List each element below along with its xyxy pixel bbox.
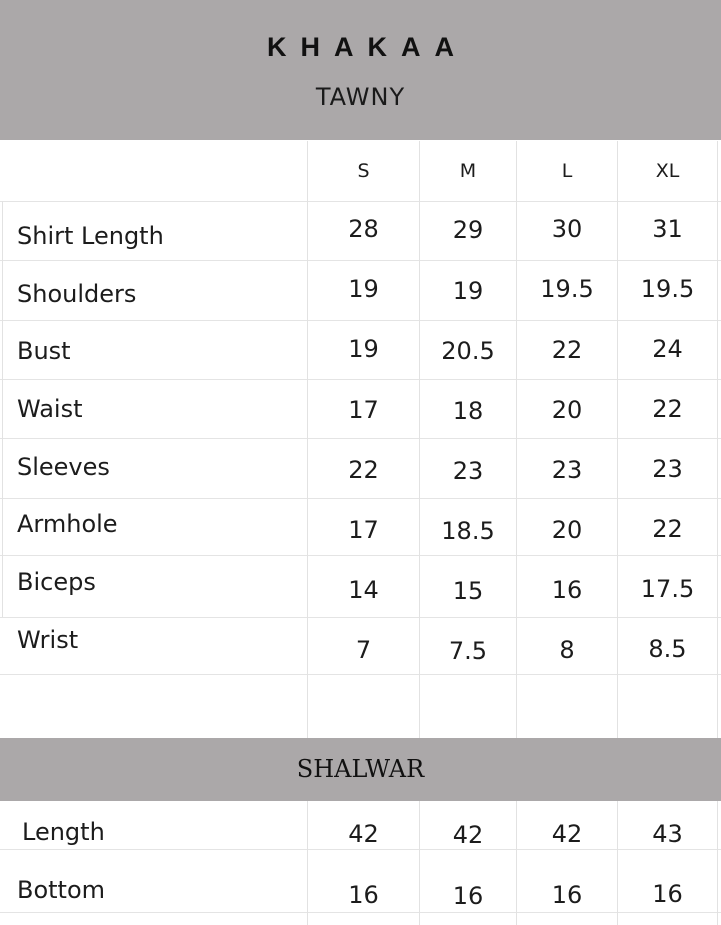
table-cell: 16 (348, 881, 379, 909)
row-divider (0, 438, 721, 439)
table-cell: 7.5 (448, 637, 488, 665)
table-cell: 28 (348, 215, 379, 243)
table-cell: 42 (452, 821, 484, 849)
table-cell: 24 (652, 335, 683, 363)
row-label-biceps: Biceps (17, 568, 96, 596)
table-cell: 23 (452, 457, 484, 485)
table-cell: 16 (652, 880, 683, 908)
table-cell: 14 (348, 576, 379, 604)
product-name: TAWNY (315, 83, 406, 111)
table-cell: 23 (551, 456, 583, 484)
row-label-shoulders: Shoulders (17, 280, 137, 308)
column-divider (2, 201, 3, 617)
row-divider (0, 674, 721, 675)
row-label-waist: Waist (17, 395, 83, 423)
table-cell: 19 (348, 275, 379, 303)
row-divider (0, 320, 721, 321)
table-cell: 22 (348, 456, 379, 484)
column-divider (717, 141, 718, 738)
table-cell: 7 (355, 636, 372, 664)
column-divider (717, 801, 718, 925)
table-cell: 17.5 (640, 575, 695, 603)
table-cell: 19 (348, 335, 379, 363)
row-divider (0, 260, 721, 261)
column-header-s: S (357, 160, 370, 182)
table-cell: 31 (652, 215, 683, 243)
table-cell: 19 (452, 277, 484, 305)
row-divider (0, 498, 721, 499)
table-cell: 42 (348, 820, 379, 848)
table-cell: 20 (551, 516, 583, 544)
row-divider (0, 555, 721, 556)
row-label-sleeves: Sleeves (17, 453, 110, 481)
row-label-bottom: Bottom (17, 876, 106, 904)
table-cell: 18 (452, 397, 484, 425)
table-cell: 8 (559, 636, 575, 664)
row-label-armhole: Armhole (17, 510, 118, 538)
table-cell: 29 (452, 216, 484, 244)
table-cell: 16 (452, 882, 484, 910)
row-label-length: Length (22, 818, 105, 846)
row-label-shirt-length: Shirt Length (17, 222, 164, 250)
row-divider (0, 201, 721, 202)
table-cell: 16 (551, 881, 583, 909)
table-cell: 20 (551, 396, 583, 424)
column-header-l: L (561, 160, 573, 182)
row-divider (0, 379, 721, 380)
table-cell: 8.5 (648, 635, 687, 663)
table-cell: 43 (652, 820, 683, 848)
table-cell: 17 (348, 516, 379, 544)
table-cell: 22 (652, 395, 683, 423)
table-cell: 42 (551, 820, 583, 848)
table-cell: 22 (652, 515, 683, 543)
column-header-xl: XL (655, 160, 680, 182)
row-label-bust: Bust (17, 337, 71, 365)
table-cell: 19.5 (540, 275, 594, 303)
table-cell: 18.5 (441, 517, 495, 545)
table-cell: 22 (551, 336, 583, 364)
row-divider (0, 849, 721, 850)
table-cell: 19.5 (640, 275, 695, 303)
brand-logo: KHAKAA (267, 32, 468, 62)
row-divider (0, 912, 721, 913)
column-header-m: M (459, 160, 477, 182)
table-cell: 16 (551, 576, 583, 604)
table-cell: 30 (551, 215, 583, 243)
table-cell: 17 (348, 396, 379, 424)
header-banner (0, 0, 721, 140)
row-label-wrist: Wrist (17, 626, 79, 654)
shalwar-title: SHALWAR (296, 755, 425, 783)
table-cell: 23 (652, 455, 683, 483)
table-cell: 20.5 (441, 337, 495, 365)
row-divider (0, 617, 721, 618)
table-cell: 15 (452, 577, 484, 605)
